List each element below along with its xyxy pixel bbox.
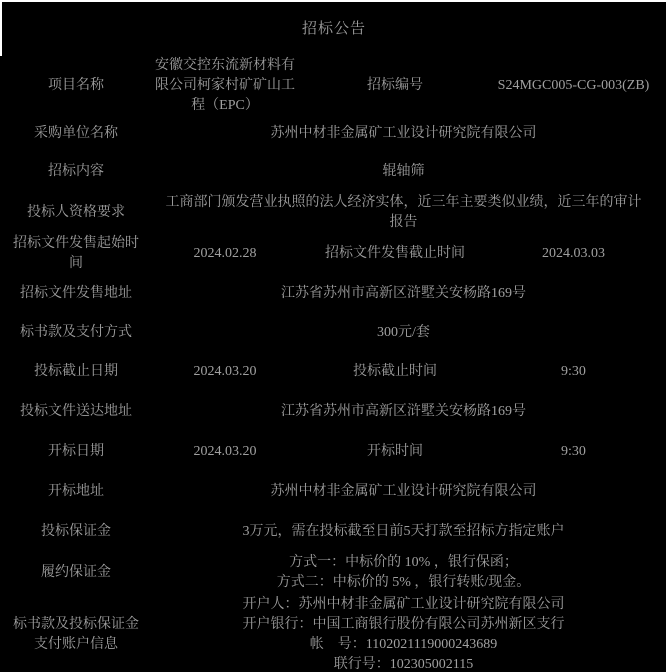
spacer-cell: [656, 552, 666, 594]
label-project-name: 项目名称: [48, 78, 104, 93]
row-payment-account-info: [1, 594, 666, 672]
value-tender-content: 辊轴筛: [382, 164, 425, 179]
label-payment-account-info: 标书款及投标保证金支付账户信息: [13, 616, 139, 652]
row-bid-delivery-address: [1, 392, 666, 432]
value-sale-start-time: 2024.02.28: [193, 246, 257, 261]
account-number-line: 帐 号：1102021119000243689: [309, 636, 498, 652]
label-bid-bond: 投标保证金: [41, 524, 111, 539]
row-bid-bond: [1, 512, 666, 552]
spacer-cell: [656, 594, 666, 672]
value-payment-account-info: [151, 594, 656, 672]
spacer-cell: [656, 234, 666, 274]
label-bid-opening-time: 开标时间: [367, 444, 423, 459]
label-tender-content: 招标内容: [48, 164, 104, 179]
value-bid-delivery-address: 江苏省苏州市高新区浒墅关安杨路169号: [281, 404, 526, 419]
bank-branch-number-line: 联行号：102305002115: [333, 656, 474, 672]
value-bid-opening-date: 2024.03.20: [193, 444, 257, 459]
value-document-fee: 300元/套: [377, 325, 430, 340]
label-sale-end-time: 招标文件发售截止时间: [325, 246, 465, 261]
value-sale-end-time: 2024.03.03: [542, 246, 605, 261]
value-bid-opening-time: 9:30: [561, 444, 586, 459]
row-bidder-qualification: [1, 192, 666, 234]
row-bid-opening-address: [1, 472, 666, 512]
label-bid-opening-date: 开标日期: [48, 444, 104, 459]
value-purchasing-unit: 苏州中材非金属矿工业设计研究院有限公司: [270, 126, 537, 141]
row-performance-bond: [1, 552, 666, 594]
row-project-name: [1, 56, 666, 116]
title-row: [1, 1, 666, 56]
value-sale-address: 江苏省苏州市高新区浒墅关安杨路169号: [281, 286, 526, 301]
value-bid-deadline-time: 9:30: [561, 364, 586, 379]
label-sale-start-time: 招标文件发售起始时间: [13, 236, 139, 271]
label-purchasing-unit: 采购单位名称: [34, 126, 118, 141]
spacer-cell: [656, 314, 666, 352]
spacer-cell: [656, 192, 666, 234]
spacer-cell: [656, 56, 666, 116]
spacer-cell: [656, 432, 666, 472]
row-document-sale-time: [1, 234, 666, 274]
label-bid-delivery-address: 投标文件送达地址: [20, 404, 132, 419]
spacer-cell: [656, 116, 666, 152]
value-bidder-qualification: 工商部门颁发营业执照的法人经济实体，近三年主要类似业绩，近三年的审计报告: [165, 195, 642, 230]
value-project-name: 安徽交控东流新材料有限公司柯家村矿矿山工程（EPC）: [155, 58, 295, 113]
page-title: 招标公告: [1, 1, 666, 56]
label-performance-bond: 履约保证金: [41, 565, 111, 580]
spacer-cell: [656, 152, 666, 192]
spacer-cell: [656, 392, 666, 432]
label-document-fee: 标书款及支付方式: [20, 325, 132, 340]
row-bid-opening-datetime: [1, 432, 666, 472]
label-bidder-qualification: 投标人资格要求: [27, 205, 125, 220]
label-sale-address: 招标文件发售地址: [20, 286, 132, 301]
row-document-fee: [1, 314, 666, 352]
row-document-sale-address: [1, 274, 666, 314]
label-tender-number: 招标编号: [367, 78, 423, 93]
value-performance-bond: [151, 552, 656, 594]
value-bid-bond: 3万元，需在投标截至日前5天打款至招标方指定账户: [242, 524, 565, 539]
label-bid-deadline-date: 投标截止日期: [34, 364, 118, 379]
spacer-cell: [656, 352, 666, 392]
performance-bond-line-2: 方式二：中标价的 5% ，银行转账/现金。: [276, 575, 531, 590]
value-bid-opening-address: 苏州中材非金属矿工业设计研究院有限公司: [270, 484, 537, 499]
spacer-cell: [656, 274, 666, 314]
account-holder-line: 开户人：苏州中材非金属矿工业设计研究院有限公司: [242, 596, 565, 612]
row-bid-deadline: [1, 352, 666, 392]
value-bid-deadline-date: 2024.03.20: [193, 364, 257, 379]
row-tender-content: [1, 152, 666, 192]
row-purchasing-unit: [1, 116, 666, 152]
account-bank-line: 开户银行：中国工商银行股份有限公司苏州新区支行: [242, 616, 565, 632]
value-tender-number: S24MGC005-CG-003(ZB): [497, 78, 650, 93]
spacer-cell: [656, 512, 666, 552]
label-bid-opening-address: 开标地址: [48, 484, 104, 499]
spacer-cell: [656, 472, 666, 512]
label-bid-deadline-time: 投标截止时间: [353, 364, 437, 379]
performance-bond-line-1: 方式一：中标价的 10% ，银行保函；: [289, 555, 518, 570]
